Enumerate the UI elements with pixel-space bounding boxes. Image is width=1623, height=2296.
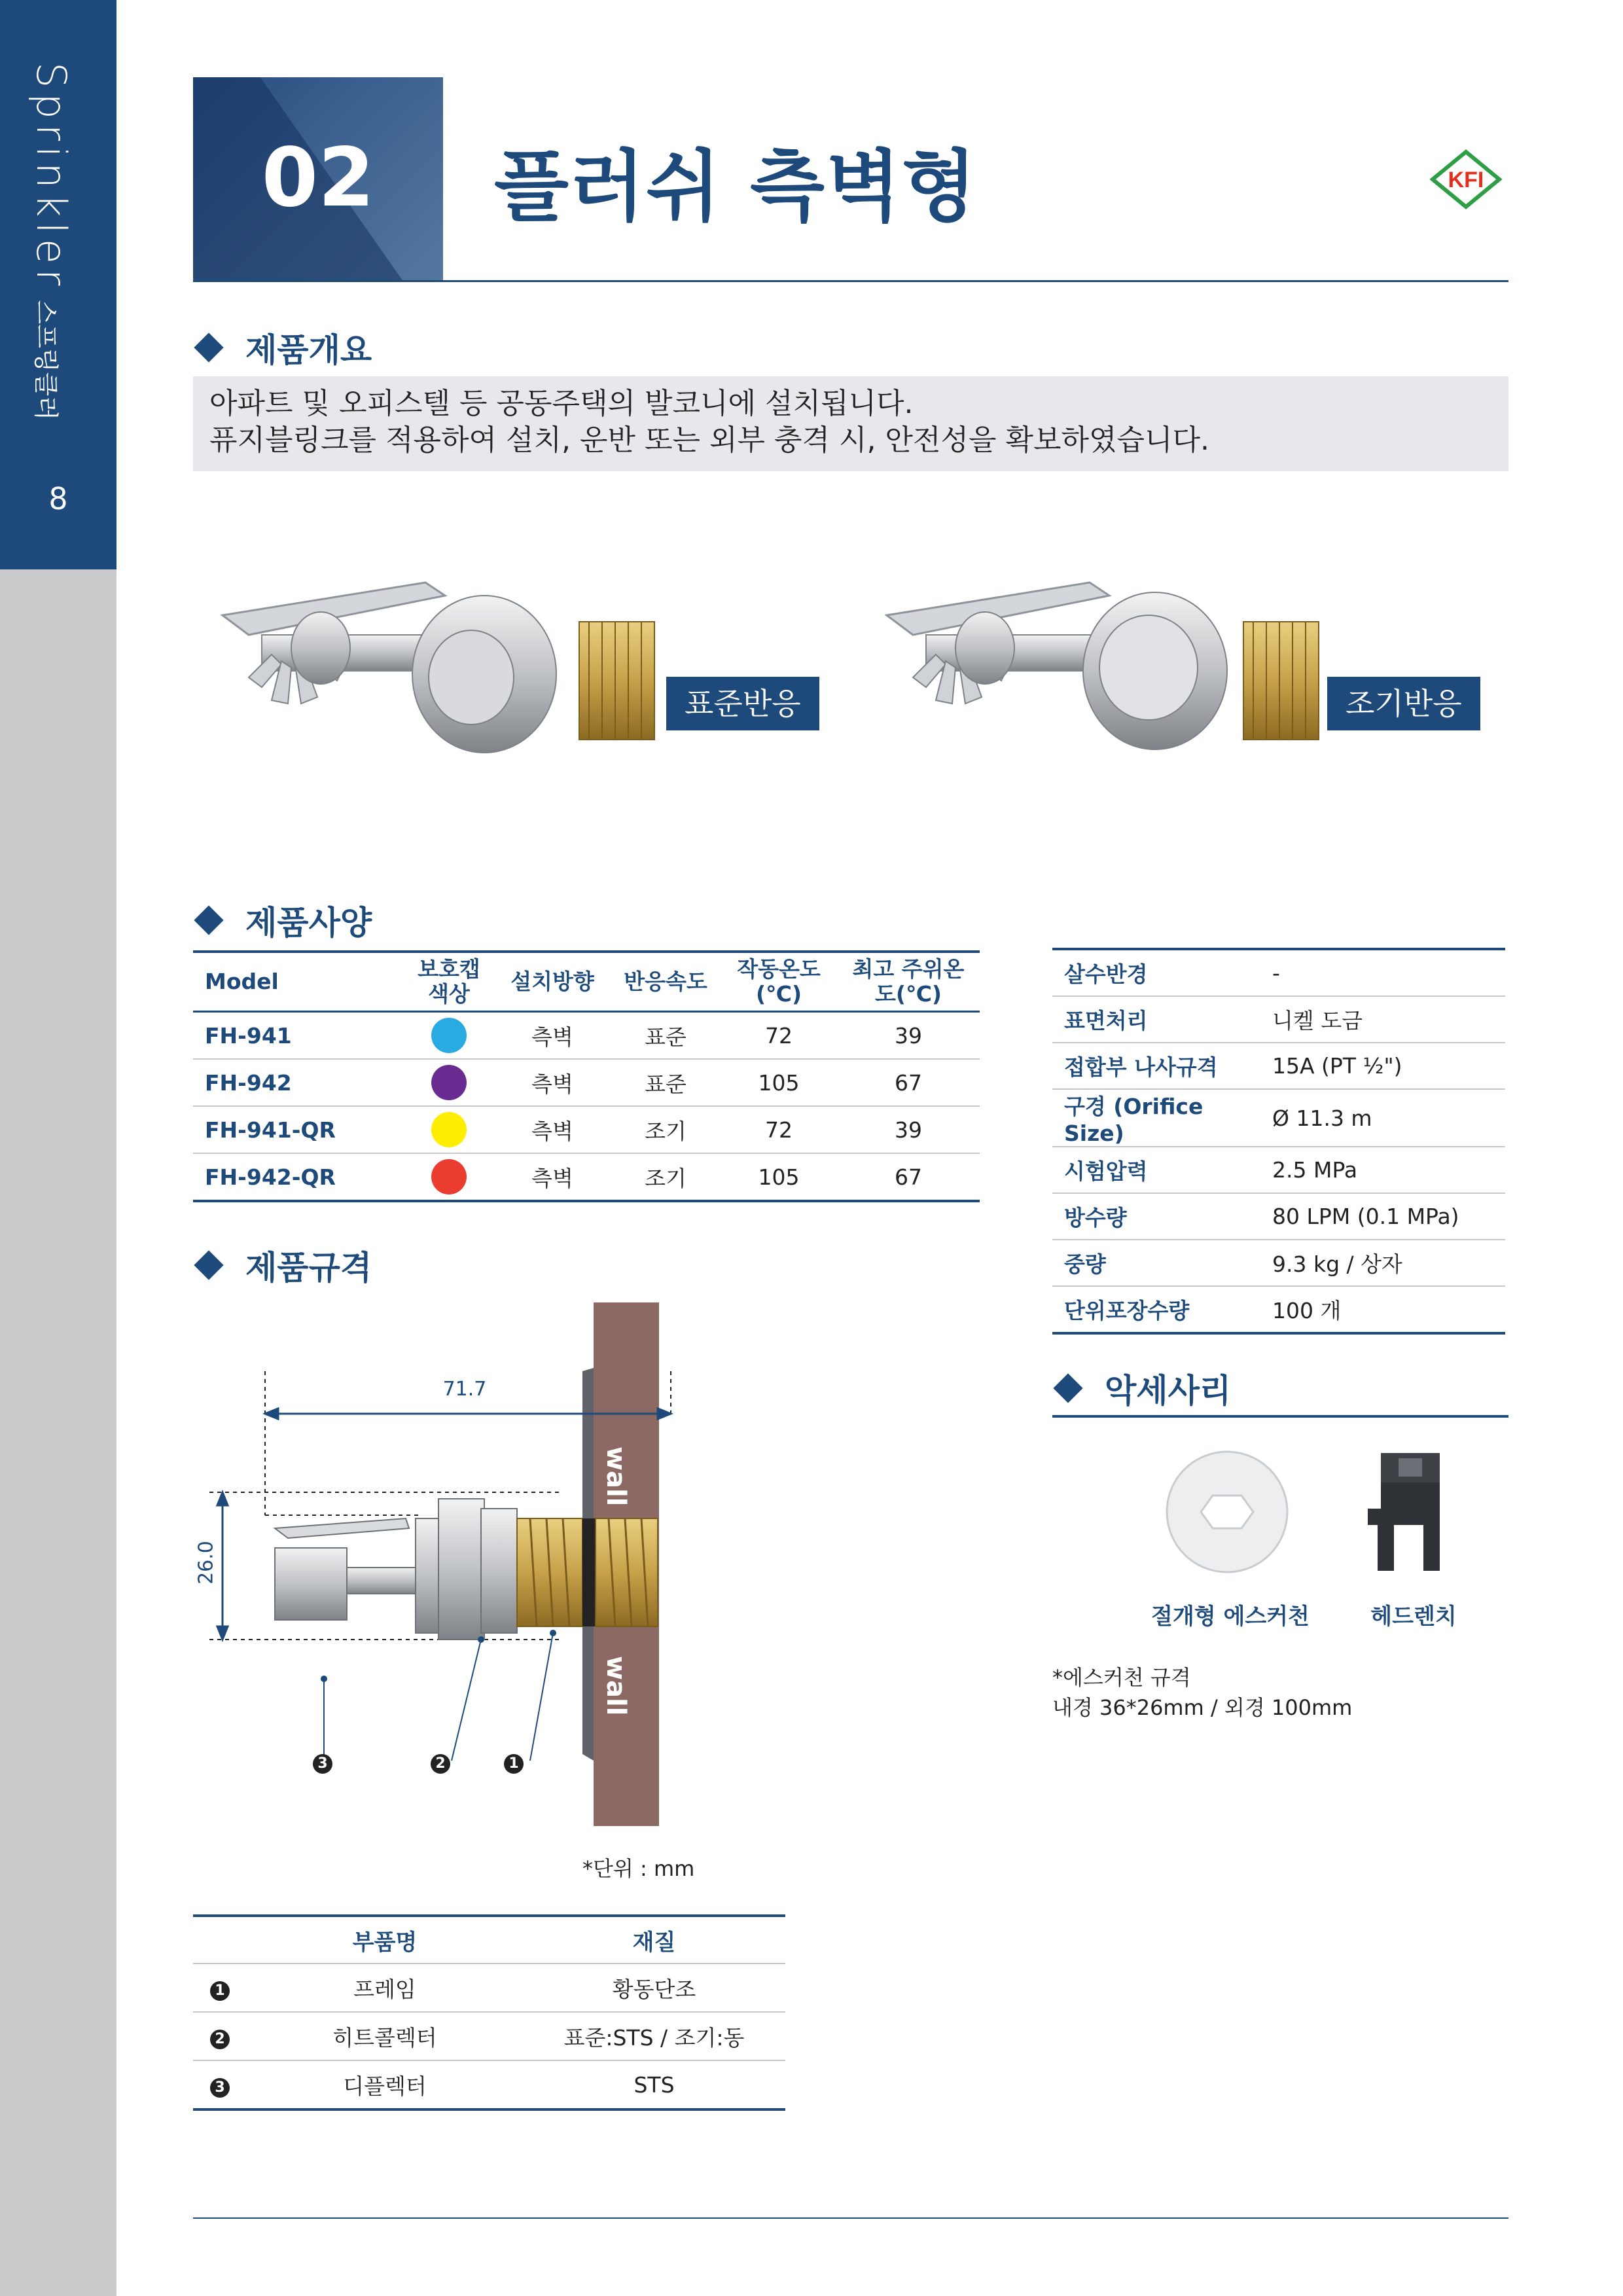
property-value: 100 개 (1260, 1286, 1505, 1333)
spec-model: FH-942 (193, 1059, 404, 1106)
spec-direction: 측벽 (494, 1059, 611, 1106)
col-max-ambient: 최고 주위온도(℃) (837, 952, 980, 1012)
spec-response: 표준 (611, 1059, 721, 1106)
width-dimension-label: 71.7 (442, 1378, 487, 1401)
unit-note: *단위 : mm (582, 1856, 695, 1881)
spec-model: FH-941-QR (193, 1106, 404, 1153)
svg-text:KFI: KFI (1448, 168, 1484, 192)
sidebar-title-en: Sprinkler (27, 62, 75, 291)
overview-box (193, 376, 1508, 471)
spec-max-ambient: 39 (837, 1106, 980, 1153)
quick-response-label: 조기반응 (1327, 677, 1480, 730)
kfi-logo (1430, 149, 1502, 212)
marker-1: 1 (504, 1754, 524, 1774)
property-key: 방수량 (1052, 1193, 1260, 1240)
part-name: 히트콜렉터 (247, 2012, 523, 2060)
property-row (1052, 1089, 1505, 1147)
property-row (1052, 949, 1505, 996)
spec-row (193, 1012, 980, 1060)
part-material: 표준:STS / 조기:동 (523, 2012, 785, 2060)
col-model: Model (193, 952, 404, 1012)
property-value: 9.3 kg / 상자 (1260, 1240, 1505, 1286)
quick-response-sprinkler-image (874, 563, 1345, 772)
property-key: 접합부 나사규격 (1052, 1043, 1260, 1089)
spec-operating-temp: 72 (721, 1106, 837, 1153)
spec-model: FH-942-QR (193, 1153, 404, 1201)
spec-model: FH-941 (193, 1012, 404, 1060)
spec-row (193, 1106, 980, 1153)
property-key: 표면처리 (1052, 996, 1260, 1043)
cap-color-swatch (431, 1018, 467, 1053)
escutcheon-spec-note (1052, 1662, 1352, 1723)
spec-response: 조기 (611, 1106, 721, 1153)
head-wrench-image (1358, 1446, 1463, 1577)
diamond-bullet-icon (1053, 1373, 1082, 1403)
spec-operating-temp: 105 (721, 1059, 837, 1106)
cap-color-cell (404, 1153, 494, 1201)
escutcheon-image (1162, 1446, 1293, 1577)
spec-operating-temp: 105 (721, 1153, 837, 1201)
col-material: 재질 (523, 1916, 785, 1964)
spec-direction: 측벽 (494, 1106, 611, 1153)
specs-table (193, 950, 980, 1202)
col-response: 반응속도 (611, 952, 721, 1012)
spec-max-ambient: 39 (837, 1012, 980, 1060)
sidebar-title (0, 62, 116, 468)
sidebar-gray-band (0, 569, 116, 2296)
marker-2: 2 (431, 1754, 450, 1774)
overview-line-1: 아파트 및 오피스텔 등 공동주택의 발코니에 설치됩니다. (209, 387, 914, 420)
standard-response-sprinkler-image (209, 563, 681, 772)
standard-response-label: 표준반응 (666, 677, 819, 730)
property-value: 80 LPM (0.1 MPa) (1260, 1193, 1505, 1240)
properties-table (1052, 948, 1505, 1335)
height-dimension-label: 26.0 (194, 1541, 218, 1585)
cap-color-cell (404, 1059, 494, 1106)
property-row (1052, 1147, 1505, 1193)
cap-color-swatch (431, 1159, 467, 1194)
col-cap-color: 보호캡 색상 (404, 952, 494, 1012)
note-title: *에스커천 규격 (1052, 1665, 1191, 1690)
spec-response: 표준 (611, 1012, 721, 1060)
accessories-heading: 악세사리 (1052, 1365, 1231, 1412)
parts-header-row (193, 1916, 785, 1964)
property-value: 니켈 도금 (1260, 996, 1505, 1043)
property-row (1052, 1286, 1505, 1333)
property-row (1052, 996, 1505, 1043)
col-operating-temp: 작동온도 (℃) (721, 952, 837, 1012)
wall-label-top: wall (601, 1446, 631, 1507)
property-key: 시험압력 (1052, 1147, 1260, 1193)
spec-response: 조기 (611, 1153, 721, 1201)
part-name: 디플렉터 (247, 2060, 523, 2109)
cap-color-swatch (431, 1065, 467, 1100)
overview-heading: 제품개요 (193, 324, 372, 371)
part-row (193, 2012, 785, 2060)
part-number: 3 (193, 2060, 247, 2109)
wall-label-bottom: wall (601, 1656, 631, 1716)
note-body: 내경 36*26mm / 외경 100mm (1052, 1695, 1353, 1720)
spec-row (193, 1153, 980, 1201)
part-material: STS (523, 2060, 785, 2109)
diamond-bullet-icon (194, 332, 223, 362)
page-number: 8 (48, 481, 68, 516)
cap-color-swatch (431, 1112, 467, 1147)
part-material: 황동단조 (523, 1964, 785, 2012)
property-row (1052, 1240, 1505, 1286)
part-row (193, 1964, 785, 2012)
section-number: 02 (261, 131, 375, 225)
part-number: 1 (193, 1964, 247, 2012)
col-part-name: 부품명 (247, 1916, 523, 1964)
sidebar-title-ko: 스프링클러 (31, 300, 60, 421)
head-wrench-label: 헤드렌치 (1370, 1604, 1457, 1630)
cap-color-cell (404, 1106, 494, 1153)
property-value: 2.5 MPa (1260, 1147, 1505, 1193)
spec-operating-temp: 72 (721, 1012, 837, 1060)
marker-3: 3 (313, 1754, 332, 1774)
cap-color-cell (404, 1012, 494, 1060)
property-row (1052, 1193, 1505, 1240)
escutcheon-label: 절개형 에스커천 (1151, 1604, 1310, 1630)
parts-table (193, 1914, 785, 2111)
property-value: Ø 11.3 m (1260, 1089, 1505, 1147)
diamond-bullet-icon (194, 905, 223, 935)
property-key: 단위포장수량 (1052, 1286, 1260, 1333)
part-row (193, 2060, 785, 2109)
property-row (1052, 1043, 1505, 1089)
part-name: 프레임 (247, 1964, 523, 2012)
diamond-bullet-icon (194, 1250, 223, 1280)
property-key: 살수반경 (1052, 949, 1260, 996)
part-number: 2 (193, 2012, 247, 2060)
spec-direction: 측벽 (494, 1153, 611, 1201)
header-divider (193, 280, 1508, 282)
spec-max-ambient: 67 (837, 1153, 980, 1201)
page-title: 플러쉬 측벽형 (494, 141, 978, 232)
property-key: 구경 (Orifice Size) (1052, 1089, 1260, 1147)
spec-max-ambient: 67 (837, 1059, 980, 1106)
accessories-divider (1052, 1415, 1508, 1418)
overview-line-2: 퓨지블링크를 적용하여 설치, 운반 또는 외부 충격 시, 안전성을 확보하였습니다. (209, 423, 1209, 457)
property-key: 중량 (1052, 1240, 1260, 1286)
footer-divider (193, 2217, 1508, 2219)
specs-header-row (193, 952, 980, 1012)
specs-heading: 제품사양 (193, 897, 372, 944)
spec-direction: 측벽 (494, 1012, 611, 1060)
spec-row (193, 1059, 980, 1106)
dimensions-heading: 제품규격 (193, 1242, 372, 1289)
property-value: 15A (PT ½") (1260, 1043, 1505, 1089)
col-direction: 설치방향 (494, 952, 611, 1012)
property-value: - (1260, 949, 1505, 996)
